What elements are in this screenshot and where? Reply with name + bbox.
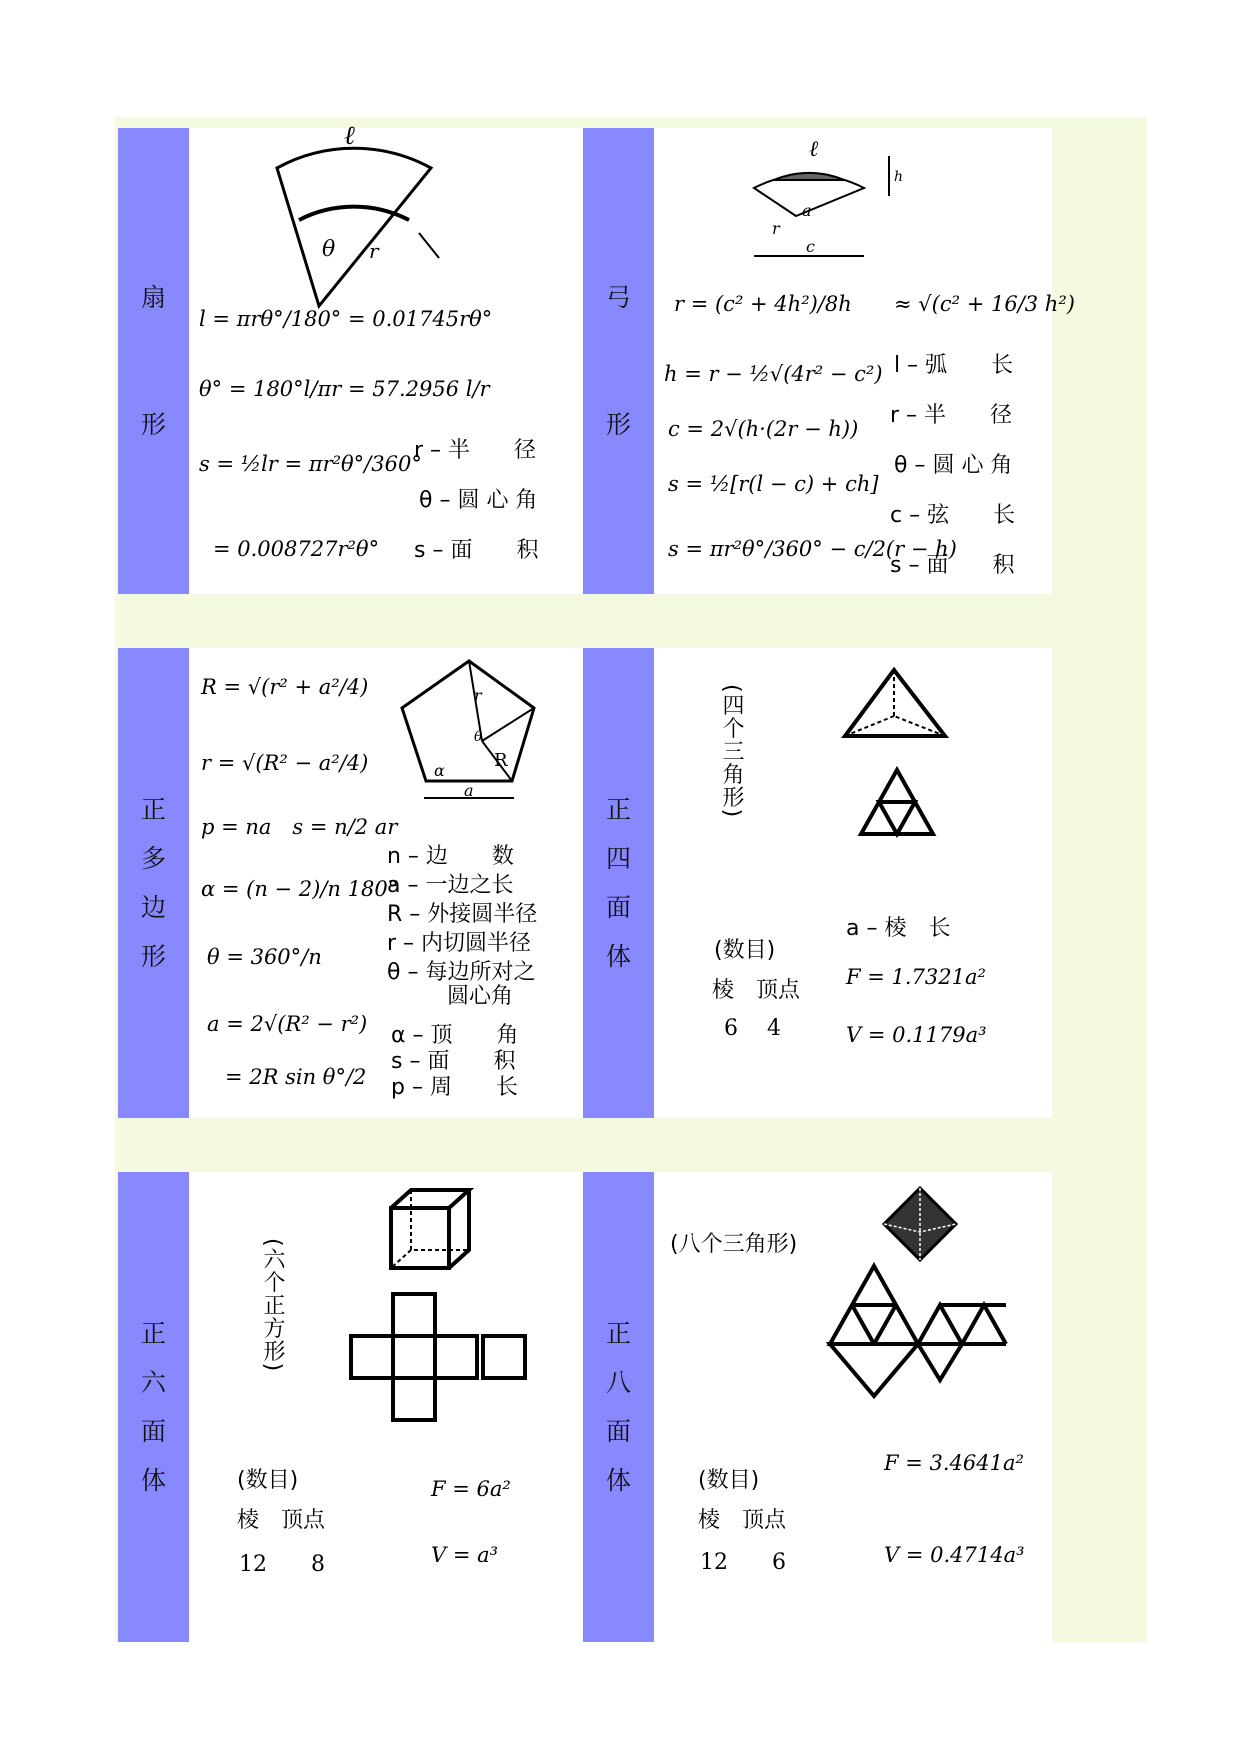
title-char: 体 [605,942,631,971]
legend-theta: θ – 每边所对之 [387,960,536,985]
count-headers: 棱 顶点 [712,978,801,1003]
formula-radius: r = (c² + 4h²)/8h [674,292,852,316]
card-title-octahedron [583,1172,654,1642]
formula-surface: F = 6a² [431,1477,511,1501]
count-title: (数目) [714,938,776,963]
cube-diagram [387,1186,473,1274]
legend-p: p – 周 长 [391,1075,518,1100]
formula-height: h = r − ½√(4r² − c²) [664,362,883,386]
count-headers: 棱 顶点 [698,1508,787,1533]
formula-area-alt: s = πr²θ°/360° − c/2(r − h) [668,537,957,561]
formula-volume: V = 0.4714a³ [884,1543,1025,1567]
formula-side-sin: = 2R sin θ°/2 [225,1065,367,1089]
legend-n: n – 边 数 [387,844,514,869]
face-note: (四个三角形) [719,684,744,819]
circumradius-label: R [494,750,508,771]
card-title-cube [118,1172,189,1642]
formula-volume: V = a³ [431,1543,499,1567]
legend-central-angle: θ – 圆 心 角 [894,453,1013,478]
title-char: 体 [140,1466,166,1495]
formula-central-angle: θ = 360°/n [207,945,322,969]
card-octahedron [583,1172,1052,1642]
legend-radius: r – 半 径 [414,438,537,463]
formula-arc-length: l = πrθ°/180° = 0.01745rθ° [199,307,493,331]
radius-label: r [772,219,780,238]
chord-label: c [806,237,815,256]
inradius-label: r [474,686,482,705]
pentagon-diagram [394,656,544,806]
title-char: 八 [605,1368,631,1397]
formula-radius-approx: ≈ √(c² + 16/3 h²) [894,292,1075,316]
title-char: 形 [140,942,166,971]
formula-area-approx: = 0.008727r²θ° [213,537,380,561]
legend-a: a – 一边之长 [387,873,514,898]
side-label: a [464,781,474,800]
title-char: 正 [605,1319,631,1348]
legend-edge: a – 棱 长 [846,916,951,941]
legend-area: s – 面 积 [890,553,1015,578]
formula-area: s = ½[r(l − c) + ch] [668,472,879,496]
title-char: 四 [605,844,631,873]
card-title-sector [118,128,189,594]
segment-diagram [744,136,904,268]
card-title-polygon [118,648,189,1118]
count-title: (数目) [237,1468,299,1493]
formula-circumradius: R = √(r² + a²/4) [201,675,369,699]
formula-volume: V = 0.1179a³ [846,1023,987,1047]
angle-label: a [802,201,812,220]
card-tetrahedron [583,648,1052,1118]
formula-inradius: r = √(R² − a²/4) [201,751,369,775]
octahedron-diagram [880,1186,960,1262]
title-char: 面 [605,1417,631,1446]
title-char: 边 [140,893,166,922]
card-polygon [118,648,587,1118]
octahedron-net [828,1260,1012,1400]
formula-surface: F = 1.7321a² [846,965,986,989]
title-char: 正 [605,795,631,824]
sector-diagram [269,121,469,306]
formula-chord: c = 2√(h·(2r − h)) [668,417,859,441]
legend-arc: l – 弧 长 [894,353,1014,378]
title-char: 扇 [140,283,166,312]
legend-radius: r – 半 径 [890,403,1013,428]
cube-net [349,1292,529,1424]
title-char: 弓 [605,283,631,312]
formula-central-angle: θ° = 180°l/πr = 57.2956 l/r [199,377,490,401]
formula-perimeter-area: p = na s = n/2 ar [201,815,398,839]
legend-s: s – 面 积 [391,1049,516,1074]
alpha-label: α [434,761,445,780]
face-note: (六个正方形) [260,1238,285,1373]
theta-label: θ [474,729,483,745]
title-char: 多 [140,844,166,873]
legend-central-angle: θ – 圆 心 角 [419,488,538,513]
card-title-tetrahedron [583,648,654,1118]
legend-theta-cont: 圆心角 [447,984,514,1009]
title-char: 形 [605,410,631,439]
card-cube [118,1172,587,1642]
card-segment [583,128,1075,594]
face-note: (八个三角形) [670,1232,798,1257]
title-char: 正 [140,1319,166,1348]
legend-chord: c – 弦 长 [890,503,1016,528]
radius-label: r [369,239,379,263]
card-sector [118,121,587,594]
count-values: 12 6 [700,1550,786,1575]
arc-label: ℓ [809,137,819,162]
legend-alpha: α – 顶 角 [391,1023,519,1048]
formula-vertex-angle: α = (n − 2)/n 180° [201,877,399,901]
title-char: 正 [140,795,166,824]
formula-side: a = 2√(R² − r²) [207,1012,368,1036]
title-char: 形 [140,410,166,439]
title-char: 六 [140,1368,166,1397]
formula-surface: F = 3.4641a² [884,1451,1024,1475]
legend-area: s – 面 积 [414,538,539,563]
count-headers: 棱 顶点 [237,1508,326,1533]
title-char: 面 [605,893,631,922]
tetrahedron-net [857,766,937,838]
arc-label: ℓ [344,121,355,151]
title-char: 面 [140,1417,166,1446]
height-label: h [894,169,904,185]
title-char: 体 [605,1466,631,1495]
legend-R: R – 外接圆半径 [387,902,538,927]
count-values: 6 4 [724,1016,781,1041]
count-title: (数目) [698,1468,760,1493]
card-title-segment [583,128,654,594]
tetrahedron-diagram [839,666,949,741]
count-values: 12 8 [239,1552,325,1577]
angle-label: θ [322,237,336,262]
formula-area: s = ½lr = πr²θ°/360° [199,452,422,476]
legend-r: r – 内切圆半径 [387,931,532,956]
